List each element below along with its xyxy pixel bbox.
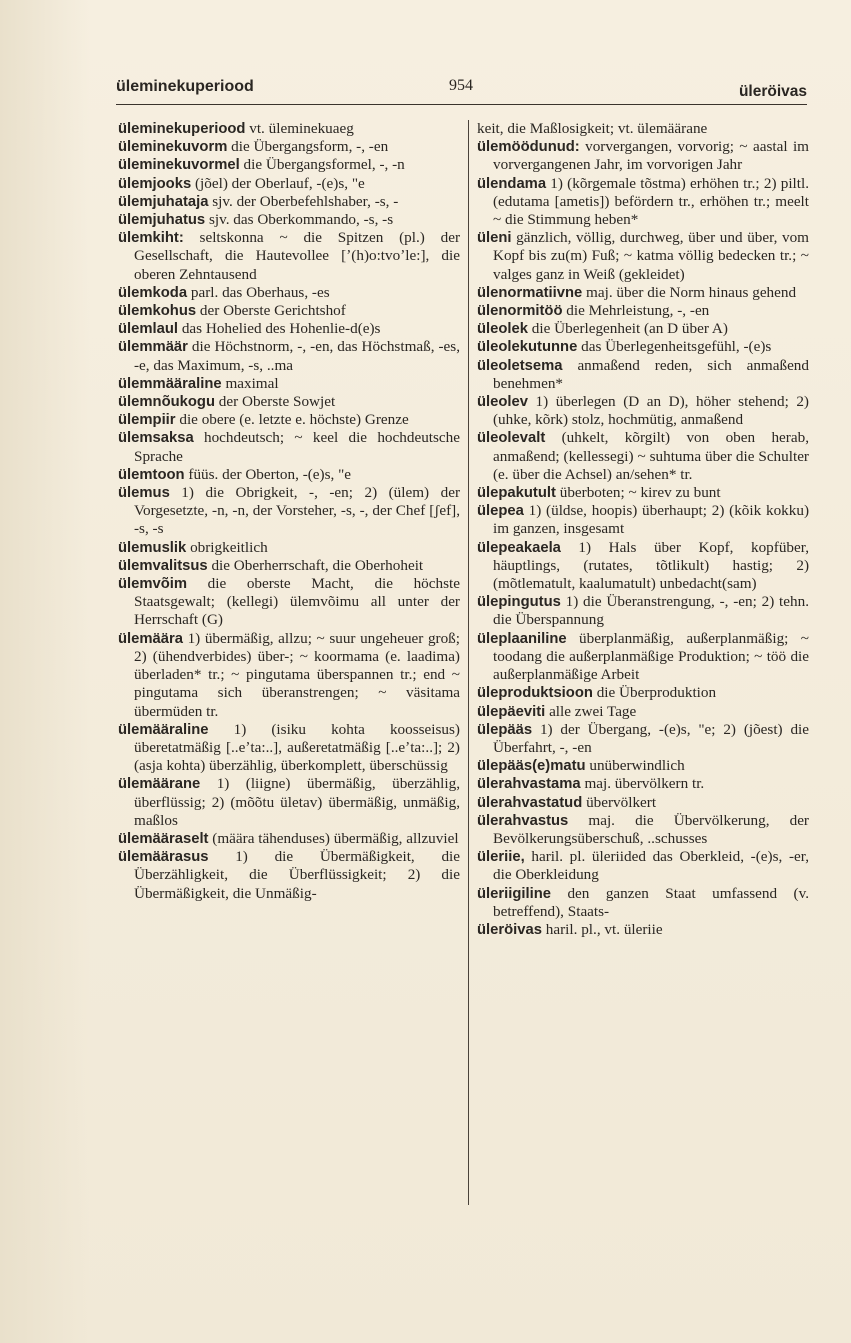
dictionary-entry <box>118 338 460 374</box>
entry-headword: ülemmäär <box>118 339 188 356</box>
entry-definition: die obere (e. letzte e. höchste) Grenze <box>175 411 409 429</box>
entry-headword: ülenormatiivne <box>477 284 583 301</box>
entry-headword: üleminekuvorm <box>118 139 228 156</box>
entry-definition: überplanmäßig, außerplanmäßig; ~ toodang die außerplanmäßige Produktion; ~ töö die außerplanmäßige Arbeit <box>493 629 809 684</box>
entry-definition: hochdeutsch; ~ keel die hochdeutsche Sprache <box>134 429 460 465</box>
entry-definition: das Überlegenheitsgefühl, -(e)s <box>577 338 772 356</box>
entry-headword: ülepäeviti <box>477 703 546 720</box>
entry-definition: anmaßend reden, sich anmaßend benehmen* <box>493 356 809 392</box>
entry-definition: sjv. das Oberkommando, -s, -s <box>205 211 394 229</box>
right-column <box>477 120 809 1210</box>
entry-definition: die Übergangsformel, -, -n <box>239 156 405 174</box>
dictionary-entry <box>118 848 460 903</box>
entry-definition: übervölkert <box>582 793 657 811</box>
dictionary-entry <box>477 921 809 939</box>
dictionary-entry <box>118 721 460 776</box>
dictionary-entry <box>118 211 460 229</box>
dictionary-entry <box>118 830 460 848</box>
entry-definition: die Überproduktion <box>592 684 717 702</box>
entry-headword: ülemääraline <box>118 721 209 738</box>
dictionary-entry <box>118 138 460 156</box>
dictionary-entry <box>477 812 809 848</box>
dictionary-entry <box>118 156 460 174</box>
entry-definition: maj. übervölkern tr. <box>580 775 705 793</box>
entry-definition: (jõel) der Oberlauf, -(e)s, "e <box>191 174 365 192</box>
dictionary-entry <box>477 721 809 757</box>
entry-definition: das Hohelied des Hohenlie-d(e)s <box>178 320 381 338</box>
entry-definition: gänzlich, völlig, durchweg, über und über, vom Kopf bis zu(m) Fuß; ~ katma völlig bedecken tr.; ~ valges ganz in Weiß (gekleidet) <box>493 229 809 283</box>
entry-headword: ülerahvastus <box>477 812 569 829</box>
entry-definition: 1) übermäßig, allzu; ~ suur ungeheuer groß; 2) (ühendverbides) über-; ~ koormama (e. laadima) überladen* tr.; ~ pingutama überspannen tr.; end ~ pingutama sich überanstrengen; ~ väsitama übermüden tr. <box>134 629 460 720</box>
entry-headword: üleolek <box>477 321 528 338</box>
dictionary-entry <box>477 338 809 356</box>
dictionary-entry <box>118 393 460 411</box>
entry-headword: ülemjuhataja <box>118 193 209 210</box>
entry-definition: die Oberherrschaft, die Oberhoheit <box>207 556 424 574</box>
entry-definition: 1) überlegen (D an D), höher stehend; 2) (uhke, kõrk) stolz, hochmütig, anmaßend <box>493 393 809 429</box>
dictionary-entry <box>477 539 809 594</box>
entry-definition: 1) die Überanstrengung, -, -en; 2) tehn. die Überspannung <box>493 593 809 629</box>
dictionary-entry <box>118 375 460 393</box>
entry-headword: ülemsaksa <box>118 430 194 447</box>
entry-definition: 1) (isiku kohta koosseisus) überetatmäßig [..eʼta:..], außeretatmäßig [..eʼta:..]; 2) (asja kohta) überzählig, überkomplett, überschüssig <box>134 720 460 775</box>
dictionary-entry <box>477 138 809 174</box>
entry-headword: üleoletsema <box>477 357 563 374</box>
dictionary-entry <box>118 557 460 575</box>
entry-headword: üleminekuperiood <box>118 121 246 137</box>
entry-headword: ülemvalitsus <box>118 557 208 574</box>
entry-headword: ülemvõim <box>118 576 188 593</box>
entry-headword: üleolev <box>477 394 528 411</box>
dictionary-entry <box>477 885 809 921</box>
entry-headword: ülepeakaela <box>477 539 561 556</box>
dictionary-entry <box>477 630 809 685</box>
entry-definition: sjv. der Oberbefehlshaber, -s, - <box>208 192 399 210</box>
entry-headword: ülemöödunud: <box>477 139 580 156</box>
dictionary-entry <box>477 393 809 429</box>
entry-headword: ülemjuhatus <box>118 212 206 229</box>
entry-headword: ülemkiht: <box>118 230 184 247</box>
entry-definition: unüberwindlich <box>585 757 685 775</box>
entry-headword: ülerahvastatud <box>477 794 583 811</box>
entry-headword: ülemäärane <box>118 776 201 793</box>
dictionary-entry <box>477 848 809 884</box>
entry-definition: 1) (üldse, hoopis) überhaupt; 2) (kõik kokku) im ganzen, insgesamt <box>493 502 809 538</box>
entry-headword: ülemus <box>118 485 170 502</box>
dictionary-entry <box>118 575 460 630</box>
dictionary-entry <box>118 775 460 830</box>
entry-definition: den ganzen Staat umfassend (v. betreffend), Staats- <box>493 884 809 920</box>
entry-definition: obrigkeitlich <box>186 538 268 556</box>
dictionary-entry <box>477 794 809 812</box>
entry-headword: ülemäärasus <box>118 849 209 866</box>
dictionary-entry <box>477 484 809 502</box>
entry-definition: maj. die Übervölkerung, der Bevölkerungsüberschuß, ..schusses <box>493 811 809 847</box>
dictionary-entry <box>118 284 460 302</box>
entry-headword: üleplaaniline <box>477 630 567 647</box>
page-header <box>116 74 807 105</box>
entry-definition: 1) der Übergang, -(e)s, "e; 2) (jõest) die Überfahrt, -, -en <box>493 720 809 756</box>
entry-definition: haril. pl., vt. üleriie <box>541 920 663 938</box>
entry-definition: füüs. der Oberton, -(e)s, "e <box>184 465 352 483</box>
entry-definition: 1) (kõrgemale tõstma) erhöhen tr.; 2) piltl. (edutama [ametis]) befördern tr., erhöhen tr.; meelt ~ die Stimmung heben* <box>493 174 809 229</box>
dictionary-entry <box>477 320 809 338</box>
entry-definition: die Überlegenheit (an D über A) <box>528 320 728 338</box>
entry-headword: ülepingutus <box>477 594 561 611</box>
dictionary-entry <box>477 284 809 302</box>
column-divider <box>468 120 469 1205</box>
entry-headword: üleriie, <box>477 849 525 866</box>
entry-headword: üleolekutunne <box>477 339 578 356</box>
entry-headword: üleminekuvormel <box>118 157 240 174</box>
dictionary-entry <box>477 593 809 629</box>
entry-headword: ülemmääraline <box>118 375 222 392</box>
dictionary-entry <box>118 193 460 211</box>
page-number: 954 <box>449 77 473 94</box>
entry-definition: der Oberste Gerichtshof <box>196 302 346 320</box>
dictionary-entry <box>118 302 460 320</box>
entry-definition: vorvergangen, vorvorig; ~ aastal im vorvergangenen Jahr, im vorvorigen Jahr <box>493 138 809 174</box>
dictionary-entry <box>118 539 460 557</box>
entry-definition: die Höchstnorm, -, -en, das Höchstmaß, -es, -e, das Maximum, -s, ..ma <box>134 338 460 374</box>
entry-headword: ülemkohus <box>118 303 197 320</box>
entry-definition: (määra tähenduses) übermäßig, allzuviel <box>208 829 459 847</box>
dictionary-entry <box>118 466 460 484</box>
entry-definition: 1) (liigne) übermäßig, überzählig, überflüssig; 2) (mõõtu ületav) übermäßig, unmäßig, maßlos <box>134 775 460 829</box>
dictionary-entry <box>477 429 809 484</box>
entry-headword: ülemnõukogu <box>118 394 215 411</box>
entry-definition: (uhkelt, kõrgilt) von oben herab, anmaßend; (kellessegi) ~ suhtuma über die Schulter (e. über die Achsel) an/sehen* tr. <box>493 429 809 483</box>
entry-headword: ülendama <box>477 175 547 192</box>
entry-headword: ülemtoon <box>118 466 185 483</box>
entry-definition: alle zwei Tage <box>545 702 637 720</box>
dictionary-entry <box>118 320 460 338</box>
entry-headword: ülemlaul <box>118 321 179 338</box>
entry-headword: ülepääs(e)matu <box>477 758 586 775</box>
dictionary-entry <box>118 229 460 284</box>
dictionary-entry <box>477 175 809 230</box>
entry-definition: seltskonna ~ die Spitzen (pl.) der Gesellschaft, die Hautevollee [ʼ(h)o:tvoʼle:], die oberen Zehntausend <box>134 229 460 283</box>
entry-headword: ülemäära <box>118 630 183 647</box>
entry-definition: haril. pl. üleriided das Oberkleid, -(e)s, -er, die Oberkleidung <box>493 848 809 884</box>
dictionary-entry <box>118 411 460 429</box>
dictionary-entry <box>477 757 809 775</box>
dictionary-entry <box>477 775 809 793</box>
entry-definition: die oberste Macht, die höchste Staatsgewalt; (kellegi) ülemvõimu all unter der Herrschaft (G) <box>134 575 460 629</box>
dictionary-entry <box>477 357 809 393</box>
entry-definition: überboten; ~ kirev zu bunt <box>555 484 721 502</box>
dictionary-entry <box>118 175 460 193</box>
entry-definition: maximal <box>221 374 279 392</box>
entry-headword: ülepea <box>477 503 524 520</box>
header-right-guide-word: üleröivas <box>738 83 807 100</box>
entry-headword: üleröivas <box>477 921 542 938</box>
entry-definition: vt. üleminekuaeg <box>245 120 354 137</box>
entry-headword: ülemuslik <box>118 539 187 556</box>
entry-definition: die Mehrleistung, -, -en <box>562 302 710 320</box>
entry-headword: ülenormitöö <box>477 303 563 320</box>
dictionary-entry <box>477 684 809 702</box>
dictionary-entry <box>118 120 460 138</box>
entry-definition: 1) die Obrigkeit, -, -en; 2) (ülem) der Vorgesetzte, -n, -n, der Vorsteher, -s, -, der Chef [ʃef], -s, -s <box>134 484 460 538</box>
entry-headword: ülepakutult <box>477 485 556 502</box>
entry-headword: ülemääraselt <box>118 830 209 847</box>
dictionary-entry <box>118 630 460 721</box>
entry-definition: 1) Hals über Kopf, kopfüber, häuptlings, (rutates, tõtlikult) hastig; 2) (mõtlematult, kaalumatult) unbedacht(sam) <box>493 538 809 593</box>
entry-headword: üleriigiline <box>477 885 551 902</box>
entry-headword: ülepääs <box>477 721 533 738</box>
entry-definition: maj. über die Norm hinaus gehend <box>582 283 797 301</box>
entry-headword: ülerahvastama <box>477 776 581 793</box>
header-left-guide-word: üleminekuperiood <box>116 78 254 95</box>
entry-headword: üleproduktsioon <box>477 685 593 702</box>
entry-definition: keit, die Maßlosigkeit; vt. ülemäärane <box>477 120 708 137</box>
entry-headword: ülemjooks <box>118 175 192 192</box>
dictionary-entry <box>477 703 809 721</box>
dictionary-entry <box>118 429 460 465</box>
entry-definition: der Oberste Sowjet <box>215 393 336 411</box>
dictionary-entry <box>477 120 809 138</box>
dictionary-entry <box>477 302 809 320</box>
entry-headword: üleni <box>477 230 512 247</box>
entry-headword: üleolevalt <box>477 430 546 447</box>
entry-definition: 1) die Übermäßigkeit, die Überzähligkeit, die Überflüssigkeit; 2) die Übermäßigkeit, die Unmäßig- <box>134 848 460 902</box>
entry-headword: ülempiir <box>118 412 176 429</box>
entry-headword: ülemkoda <box>118 284 188 301</box>
entry-definition: die Übergangsform, -, -en <box>227 138 389 156</box>
left-column <box>118 120 460 1210</box>
dictionary-entry <box>477 502 809 538</box>
dictionary-entry <box>477 229 809 284</box>
entry-definition: parl. das Oberhaus, -es <box>187 283 330 301</box>
dictionary-entry <box>118 484 460 539</box>
